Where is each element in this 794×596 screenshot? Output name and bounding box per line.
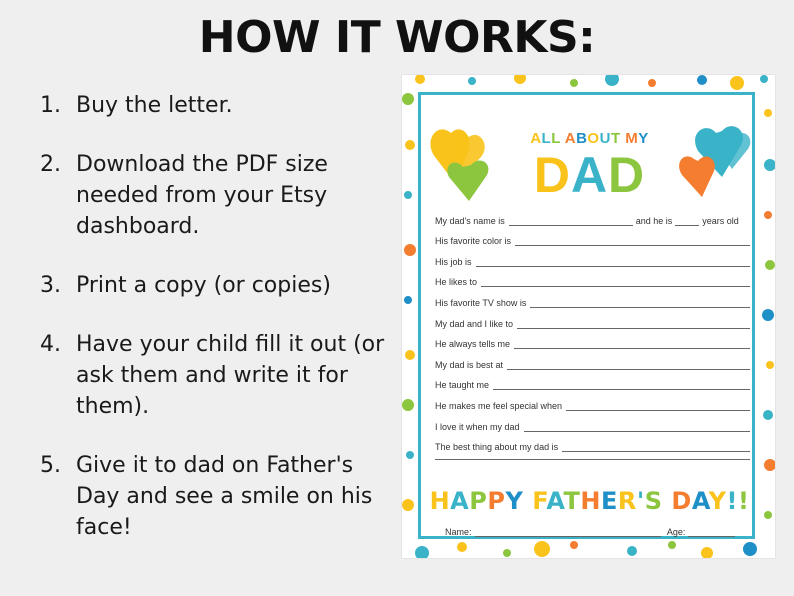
step-number: 3.: [40, 273, 61, 298]
prompt-row: [435, 411, 750, 432]
prompt-label: My dad is best at: [435, 359, 504, 370]
blank-line: [507, 359, 750, 370]
blank-line: [509, 215, 633, 226]
prompt-row: [435, 370, 750, 391]
prompt-label: His favorite color is: [435, 236, 512, 247]
step-number: 1.: [40, 93, 61, 118]
step-text: Give it to dad on Father's Day and see a smile on his face!: [76, 453, 373, 540]
prompt-lines: [435, 205, 750, 452]
prompt-label: He makes me feel special when: [435, 400, 563, 411]
letter-preview: [402, 75, 775, 558]
name-age-row: [445, 527, 735, 537]
blank-line: [515, 235, 750, 246]
prompt-label: My dad and I like to: [435, 318, 514, 329]
step-text: Have your child fill it out (or ask them and write it for them).: [76, 332, 385, 419]
page-headline: HOW IT WORKS:: [198, 12, 596, 63]
prompt-row: [435, 246, 750, 267]
prompt-label: The best thing about my dad is: [435, 442, 559, 453]
blank-line: [524, 421, 750, 432]
prompt-row: [435, 432, 750, 453]
step-number: 5.: [40, 453, 61, 478]
name-label: Name:: [445, 527, 472, 537]
step-text: Print a copy (or copies): [76, 273, 331, 298]
happy-fathers-day-banner: [421, 487, 758, 515]
age-label: Age:: [666, 527, 686, 537]
age-blank-line: [688, 527, 735, 537]
blank-line-extra: [435, 459, 750, 460]
letter-frame: [418, 92, 755, 539]
prompt-row: [435, 287, 750, 308]
blank-line: [530, 297, 750, 308]
blank-line: [493, 379, 750, 390]
step-3: [40, 270, 385, 301]
prompt-label: I love it when my dad: [435, 421, 520, 432]
blank-line: [562, 441, 750, 452]
step-text: Buy the letter.: [76, 93, 233, 118]
blank-line: [566, 400, 750, 411]
prompt-label: My dad's name is: [435, 215, 505, 226]
prompt-label: He taught me: [435, 380, 490, 391]
blank-line: [481, 276, 750, 287]
prompt-label: He likes to: [435, 277, 478, 288]
prompt-label: and he is: [635, 215, 673, 226]
letter-title-big: [421, 145, 758, 205]
prompt-row: [435, 267, 750, 288]
step-number: 4.: [40, 332, 61, 357]
first-prompt-row: [435, 205, 750, 226]
blank-line: [517, 318, 750, 329]
step-number: 2.: [40, 152, 61, 177]
letter-title-small-text: ALL ABOUT MY: [530, 130, 649, 147]
step-4: [40, 329, 385, 422]
step-1: [40, 90, 385, 121]
name-blank-line: [475, 527, 661, 537]
steps-list: [40, 90, 385, 543]
step-text: Download the PDF size needed from your Etsy dashboard.: [76, 152, 328, 239]
step-5: [40, 450, 385, 543]
letter-title-big-text: DAD: [533, 147, 646, 203]
prompt-label: He always tells me: [435, 339, 511, 350]
prompt-row: [435, 349, 750, 370]
blank-line: [514, 338, 750, 349]
prompt-label: years old: [702, 215, 739, 226]
prompt-row: [435, 329, 750, 350]
prompt-row: [435, 226, 750, 247]
happy-fathers-day-text: HAPPY FATHER'S DAY!!: [429, 487, 750, 515]
blank-line: [675, 215, 699, 226]
prompt-row: [435, 390, 750, 411]
blank-line: [476, 256, 750, 267]
prompt-row: [435, 308, 750, 329]
prompt-label: His favorite TV show is: [435, 297, 527, 308]
prompt-label: His job is: [435, 256, 472, 267]
step-2: [40, 149, 385, 242]
